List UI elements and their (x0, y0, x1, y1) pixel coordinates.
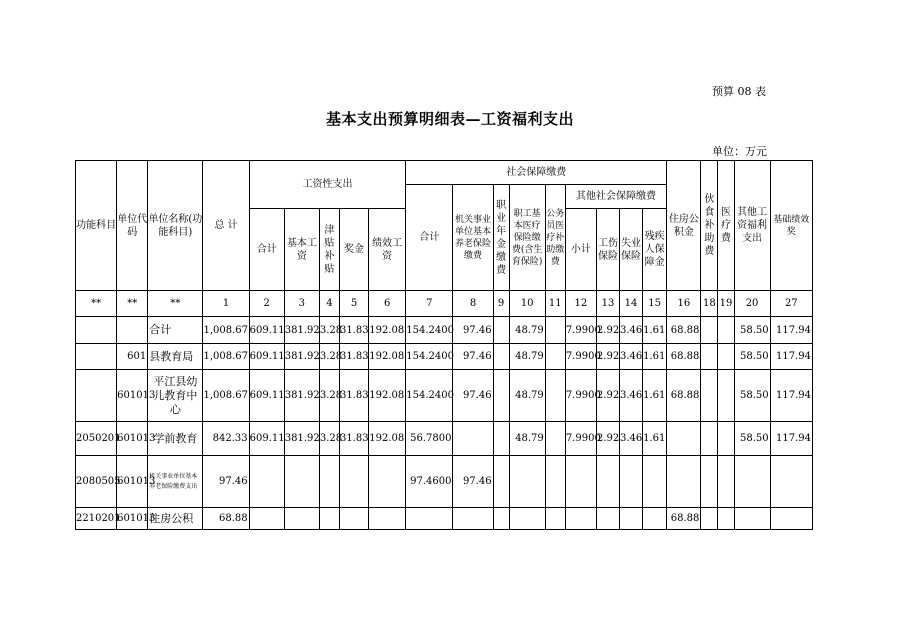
cell-unemployment (620, 508, 643, 530)
header-other-welfare: 其他工资福利支出 (734, 161, 770, 291)
cell-unit-code: 601 (117, 344, 148, 370)
header-other-group: 其他社会保障缴费 (565, 185, 666, 209)
cell-unit-code (117, 317, 148, 344)
index-cell: 8 (453, 291, 493, 317)
cell-medical (509, 456, 545, 508)
form-number: 预算 08 表 (712, 85, 766, 98)
cell-bonus: 31.83 (339, 422, 368, 456)
cell-total: 97.46 (203, 456, 249, 508)
cell-performance (369, 456, 406, 508)
cell-unit-name: 平江县幼儿教育中心 (148, 370, 203, 422)
header-injury: 工伤保险 (596, 209, 619, 291)
cell-injury: 2.92 (596, 422, 619, 456)
cell-wage (249, 456, 284, 508)
cell-wage: 609.11 (249, 344, 284, 370)
cell-injury: 2.92 (596, 317, 619, 344)
header-other-subtotal: 小计 (565, 209, 596, 291)
index-cell: 9 (493, 291, 509, 317)
cell-basic-wage: 381.92 (284, 317, 319, 344)
cell-pension: 97.46 (453, 456, 493, 508)
budget-table (75, 160, 813, 530)
cell-meal (701, 422, 718, 456)
index-cell: 6 (369, 291, 406, 317)
index-cell: ** (76, 291, 117, 317)
index-cell: ** (117, 291, 148, 317)
cell-unit-code: 601013 (117, 370, 148, 422)
cell-other-welfare: 58.50 (734, 344, 770, 370)
cell-medical (509, 508, 545, 530)
cell-unemployment: 3.46 (620, 370, 643, 422)
cell-social: 154.2400 (406, 317, 453, 344)
header-bonus: 奖金 (339, 209, 368, 291)
page-title: 基本支出预算明细表—工资福利支出 (325, 110, 574, 128)
index-cell: 1 (203, 291, 249, 317)
cell-medical-fee (718, 317, 734, 344)
index-cell: 27 (770, 291, 812, 317)
cell-pension: 97.46 (453, 370, 493, 422)
header-medical-fee: 医疗费 (718, 161, 734, 291)
cell-basic-wage: 381.92 (284, 370, 319, 422)
cell-other-welfare: 58.50 (734, 317, 770, 344)
cell-base-performance: 117.94 (770, 422, 812, 456)
unit-label: 单位：万元 (712, 145, 767, 158)
cell-wage (249, 508, 284, 530)
table-row (76, 422, 813, 456)
index-cell: 5 (339, 291, 368, 317)
table-row (76, 508, 813, 530)
header-social-subtotal: 合计 (406, 185, 453, 291)
cell-unit-name: 合计 (148, 317, 203, 344)
cell-base-performance: 117.94 (770, 370, 812, 422)
header-civil-medical: 公务员医疗补助缴费 (545, 185, 565, 291)
cell-base-performance: 117.94 (770, 344, 812, 370)
cell-unit-code: 601013 (117, 422, 148, 456)
cell-bonus: 31.83 (339, 370, 368, 422)
cell-annuity (493, 344, 509, 370)
cell-social: 97.4600 (406, 456, 453, 508)
cell-other-subtotal: 7.9900 (565, 422, 596, 456)
header-housing: 住房公积金 (667, 161, 701, 291)
cell-func-code (76, 317, 117, 344)
cell-medical: 48.79 (509, 344, 545, 370)
cell-annuity (493, 317, 509, 344)
cell-performance: 192.08 (369, 370, 406, 422)
cell-other-subtotal: 7.9900 (565, 370, 596, 422)
cell-other-subtotal: 7.9900 (565, 317, 596, 344)
cell-disability (643, 508, 667, 530)
cell-total: 1,008.67 (203, 317, 249, 344)
header-wage-group: 工资性支出 (249, 161, 406, 209)
cell-bonus (339, 456, 368, 508)
cell-meal (701, 317, 718, 344)
index-cell: 14 (620, 291, 643, 317)
cell-disability: 1.61 (643, 317, 667, 344)
cell-medical: 48.79 (509, 317, 545, 344)
index-cell: 18 (701, 291, 718, 317)
cell-civil-medical (545, 456, 565, 508)
table-row (76, 370, 813, 422)
cell-func-code (76, 370, 117, 422)
header-allowance: 津贴补贴 (319, 209, 339, 291)
header-meal: 伙食补助费 (701, 161, 718, 291)
cell-allowance: 3.28 (319, 317, 339, 344)
cell-unit-name: 住房公积 (148, 508, 203, 530)
cell-other-subtotal (565, 456, 596, 508)
cell-func-code (76, 344, 117, 370)
cell-disability: 1.61 (643, 422, 667, 456)
cell-civil-medical (545, 370, 565, 422)
cell-social (406, 508, 453, 530)
cell-unemployment: 3.46 (620, 422, 643, 456)
cell-total: 1,008.67 (203, 344, 249, 370)
cell-other-welfare: 58.50 (734, 422, 770, 456)
index-cell: 16 (667, 291, 701, 317)
cell-total: 842.33 (203, 422, 249, 456)
cell-meal (701, 370, 718, 422)
cell-housing: 68.88 (667, 508, 701, 530)
cell-annuity (493, 422, 509, 456)
cell-pension (453, 422, 493, 456)
cell-performance: 192.08 (369, 317, 406, 344)
cell-unemployment: 3.46 (620, 317, 643, 344)
cell-allowance: 3.28 (319, 422, 339, 456)
cell-basic-wage: 381.92 (284, 422, 319, 456)
cell-func-code: 2050201 (76, 422, 117, 456)
cell-wage: 609.11 (249, 370, 284, 422)
header-base-performance: 基础绩效奖 (770, 161, 812, 291)
cell-social: 154.2400 (406, 344, 453, 370)
header-pension: 机关事业单位基本养老保险缴费 (453, 185, 493, 291)
cell-allowance (319, 456, 339, 508)
cell-total: 68.88 (203, 508, 249, 530)
cell-medical: 48.79 (509, 370, 545, 422)
cell-unit-name: 县教育局 (148, 344, 203, 370)
cell-bonus: 31.83 (339, 344, 368, 370)
index-cell: 2 (249, 291, 284, 317)
header-medical: 职工基本医疗保险缴费(含生育保险) (509, 185, 545, 291)
cell-func-code: 2080505 (76, 456, 117, 508)
cell-unit-code: 601013 (117, 456, 148, 508)
cell-pension: 97.46 (453, 317, 493, 344)
table-row (76, 317, 813, 344)
cell-disability (643, 456, 667, 508)
header-social-group: 社会保障缴费 (406, 161, 667, 185)
table-row (76, 456, 813, 508)
cell-housing: 68.88 (667, 370, 701, 422)
cell-medical-fee (718, 456, 734, 508)
index-cell: ** (148, 291, 203, 317)
cell-unit-name: 学前教育 (148, 422, 203, 456)
cell-performance: 192.08 (369, 344, 406, 370)
cell-wage: 609.11 (249, 317, 284, 344)
cell-unemployment (620, 456, 643, 508)
table-row (76, 344, 813, 370)
header-unit-name: 单位名称(功能科目) (148, 161, 203, 291)
index-cell: 12 (565, 291, 596, 317)
index-cell: 20 (734, 291, 770, 317)
cell-civil-medical (545, 508, 565, 530)
cell-meal (701, 344, 718, 370)
cell-other-welfare: 58.50 (734, 370, 770, 422)
header-wage-subtotal: 合计 (249, 209, 284, 291)
cell-performance: 192.08 (369, 422, 406, 456)
cell-bonus: 31.83 (339, 317, 368, 344)
cell-other-subtotal: 7.9900 (565, 344, 596, 370)
cell-medical-fee (718, 370, 734, 422)
cell-func-code: 2210201 (76, 508, 117, 530)
cell-allowance: 3.28 (319, 344, 339, 370)
cell-medical-fee (718, 344, 734, 370)
cell-medical: 48.79 (509, 422, 545, 456)
cell-base-performance (770, 456, 812, 508)
cell-civil-medical (545, 317, 565, 344)
cell-housing (667, 422, 701, 456)
cell-medical-fee (718, 508, 734, 530)
cell-other-subtotal (565, 508, 596, 530)
cell-injury (596, 508, 619, 530)
cell-basic-wage (284, 456, 319, 508)
cell-housing: 68.88 (667, 344, 701, 370)
header-unit-code: 单位代码 (117, 161, 148, 291)
cell-unit-code: 601013 (117, 508, 148, 530)
cell-basic-wage: 381.92 (284, 344, 319, 370)
cell-social: 154.2400 (406, 370, 453, 422)
index-cell: 3 (284, 291, 319, 317)
cell-allowance: 3.28 (319, 370, 339, 422)
header-annuity: 职业年金缴费 (493, 185, 509, 291)
index-cell: 11 (545, 291, 565, 317)
cell-meal (701, 456, 718, 508)
cell-injury: 2.92 (596, 344, 619, 370)
cell-injury: 2.92 (596, 370, 619, 422)
cell-meal (701, 508, 718, 530)
cell-social: 56.7800 (406, 422, 453, 456)
header-performance: 绩效工资 (369, 209, 406, 291)
cell-basic-wage (284, 508, 319, 530)
index-row (76, 291, 813, 317)
cell-base-performance: 117.94 (770, 317, 812, 344)
cell-total: 1,008.67 (203, 370, 249, 422)
cell-annuity (493, 370, 509, 422)
cell-pension: 97.46 (453, 344, 493, 370)
cell-medical-fee (718, 422, 734, 456)
cell-disability: 1.61 (643, 344, 667, 370)
cell-performance (369, 508, 406, 530)
cell-unemployment: 3.46 (620, 344, 643, 370)
cell-wage: 609.11 (249, 422, 284, 456)
cell-annuity (493, 456, 509, 508)
cell-housing: 68.88 (667, 317, 701, 344)
cell-civil-medical (545, 422, 565, 456)
cell-housing (667, 456, 701, 508)
cell-allowance (319, 508, 339, 530)
index-cell: 13 (596, 291, 619, 317)
index-cell: 7 (406, 291, 453, 317)
cell-disability: 1.61 (643, 370, 667, 422)
index-cell: 15 (643, 291, 667, 317)
header-unemployment: 失业保险 (620, 209, 643, 291)
index-cell: 4 (319, 291, 339, 317)
header-func-code: 功能科目 (76, 161, 117, 291)
index-cell: 10 (509, 291, 545, 317)
cell-injury (596, 456, 619, 508)
cell-pension (453, 508, 493, 530)
cell-other-welfare (734, 508, 770, 530)
header-total: 总 计 (203, 161, 249, 291)
index-cell: 19 (718, 291, 734, 317)
cell-unit-name: 机关事业单位基本养老保险缴费支出 (148, 456, 203, 508)
cell-bonus (339, 508, 368, 530)
header-basic-wage: 基本工资 (284, 209, 319, 291)
header-disability: 残疾人保障金 (643, 209, 667, 291)
cell-base-performance (770, 508, 812, 530)
cell-other-welfare (734, 456, 770, 508)
cell-annuity (493, 508, 509, 530)
cell-civil-medical (545, 344, 565, 370)
